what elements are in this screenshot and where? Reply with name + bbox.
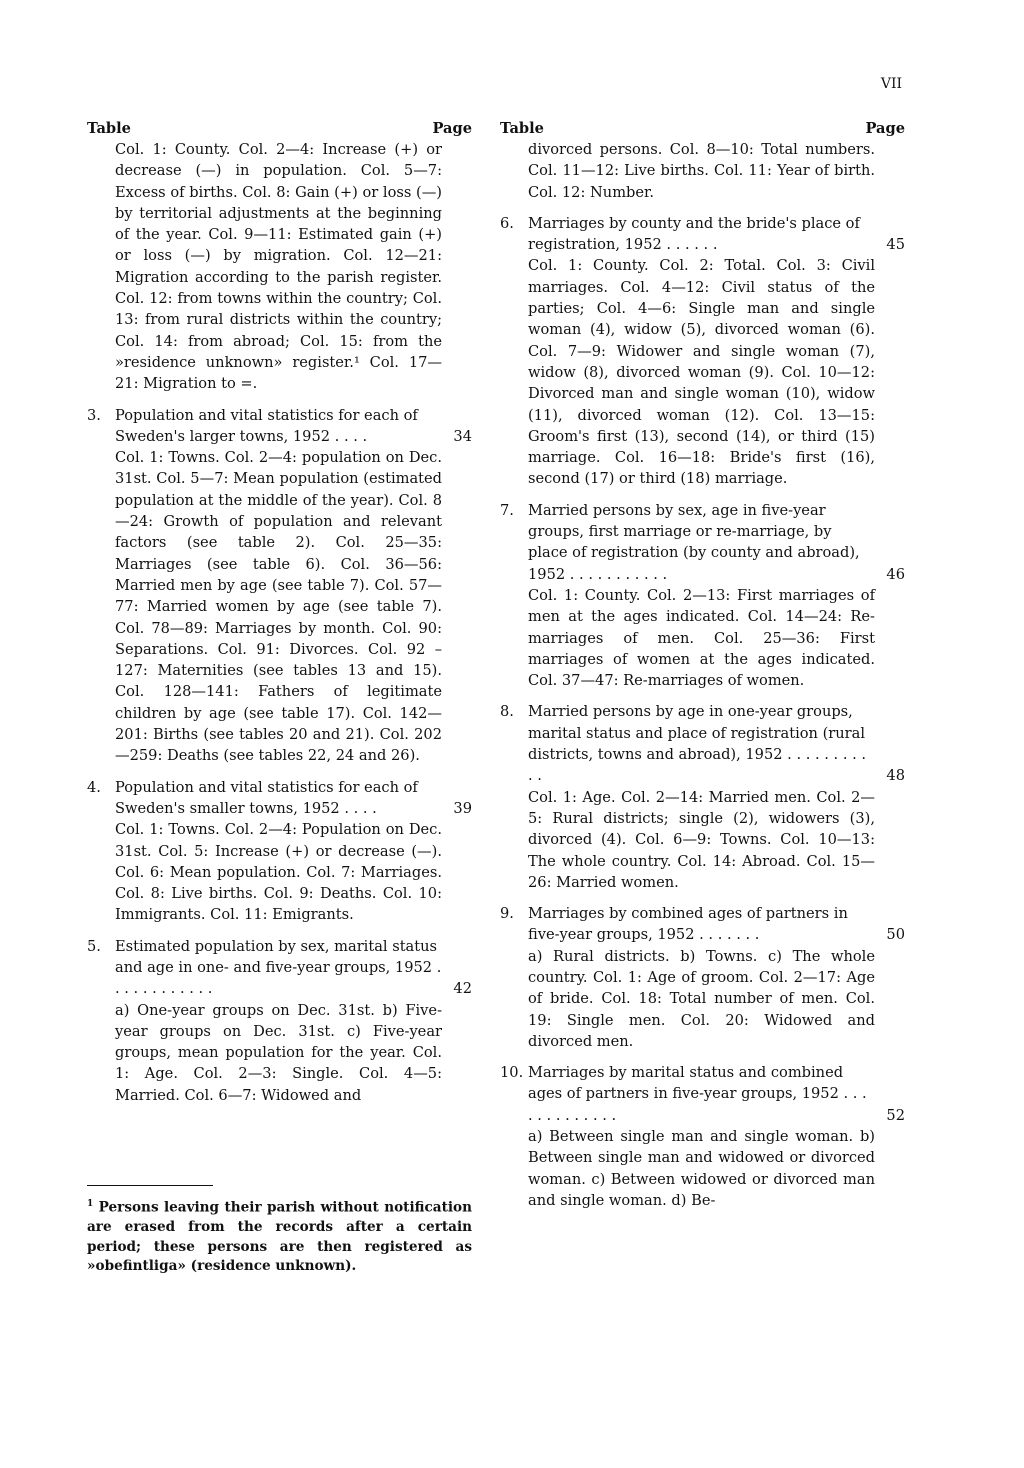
toc-entry-columns: Col. 1: Age. Col. 2—14: Married men. Col. 2—5: Rural districts; single (2), widowers (3), divorced (4). Col. 6—9: Towns. Col. 10—13: The whole country. Col. 14: Abroad. Col. 15—26: Married women. — [528, 788, 875, 891]
toc-entry-title-row — [500, 903, 905, 946]
toc-entry-number: 7. — [500, 501, 514, 519]
page-header-label: Page — [865, 120, 905, 137]
footnote-text: Persons leaving their parish without notification are erased from the records after a certain period; these persons are then registered as »obefintliga» (residence unknown). — [87, 1199, 472, 1275]
left-column-header — [87, 118, 472, 139]
toc-entry-title: Married persons by sex, age in five-year groups, first marriage or re-marriage, by place of registration (by county and abroad), 1952 . . . . . . . . . . . — [528, 501, 860, 583]
toc-entry — [500, 213, 905, 490]
toc-entry-columns: a) Rural districts. b) Towns. c) The whole country. Col. 1: Age of groom. Col. 2—17: Age of bride. Col. 18: Total number of men. Col. 19: Single men. Col. 20: Widowed and divorced men. — [528, 947, 875, 1050]
toc-entry-number: 8. — [500, 703, 514, 721]
toc-entry-number: 10. — [500, 1064, 524, 1082]
page-number: VII — [880, 76, 902, 92]
toc-entry-title: Marriages by county and the bride's place of registration, 1952 . . . . . . — [528, 214, 860, 254]
toc-entry-page: 52 — [886, 1106, 905, 1124]
toc-entry-title: Marriages by combined ages of partners in five-year groups, 1952 . . . . . . . — [528, 905, 848, 944]
toc-entry-columns: a) One-year groups on Dec. 31st. b) Five-year groups on Dec. 31st. c) Five-year groups, mean population for the year. Col. 1: Age. Col. 2—3: Single. Col. 4—5: Married. Col. 6—7: Widowed and — [115, 1001, 442, 1104]
toc-entry-title-row — [87, 777, 472, 820]
toc-entry-columns: Col. 1: Towns. Col. 2—4: Population on Dec. 31st. Col. 5: Increase (+) or decrease (—). Col. 6: Mean population. Col. 7: Marriages. Col. 8: Live births. Col. 9: Deaths. Col. 10: Immigrants. Col. 11: Emigrants. — [115, 821, 442, 924]
toc-entry — [87, 405, 472, 767]
table-header-label: Table — [87, 120, 131, 137]
toc-entry — [87, 777, 472, 926]
toc-entry-title: Estimated population by sex, marital status and age in one- and five-year groups, 1952 . . . . . . . . . . . . — [115, 937, 442, 998]
table-header-label: Table — [500, 120, 544, 137]
footnote-mark: 1 — [87, 1199, 94, 1209]
toc-entry — [500, 903, 905, 1052]
toc-entry-columns: Col. 1: County. Col. 2: Total. Col. 3: Civil marriages. Col. 4—12: Civil status of the parties; Col. 4—6: Single man and single woman (4), widow (5), divorced woman (6). Col. 7—9: Widower and single woman (7), widow (8), divorced woman (9). Col. 10—12: Divorced man and single woman (10), widow (11), divorced woman (12). Col. 13—15: Groom's first (13), second (14), or third (15) marriage. Col. 16—18: Bride's first (16), second (17) or third (18) marriage. — [528, 257, 875, 488]
toc-entry-title-row — [87, 405, 472, 448]
toc-entry-title: Population and vital statistics for each of Sweden's smaller towns, 1952 . . . . — [115, 778, 418, 817]
footnote — [87, 1195, 472, 1277]
toc-entry — [500, 1062, 905, 1211]
toc-entry-page: 34 — [453, 427, 472, 445]
toc-entry-page: 48 — [886, 767, 905, 785]
toc-entry-number: 6. — [500, 214, 514, 232]
toc-entry-page: 42 — [453, 980, 472, 998]
toc-entry-page: 50 — [886, 926, 905, 944]
toc-entry-page: 45 — [886, 236, 905, 254]
toc-entry — [87, 936, 472, 1106]
toc-entry-number: 9. — [500, 905, 514, 923]
toc-entry-number: 5. — [87, 937, 101, 955]
toc-entry-title: Population and vital statistics for each of Sweden's larger towns, 1952 . . . . — [115, 406, 418, 445]
left-column — [87, 118, 472, 1106]
toc-entry — [500, 701, 905, 893]
toc-entry-columns: a) Between single man and single woman. b) Between single man and widowed or divorced woman. c) Between widowed or divorced man and single woman. d) Be- — [528, 1128, 875, 1209]
toc-entry-title-row — [500, 500, 905, 585]
toc-entry-page: 39 — [453, 799, 472, 817]
toc-entry-page: 46 — [886, 565, 905, 583]
right-column-header — [500, 118, 905, 139]
toc-entry-columns: Col. 1: Towns. Col. 2—4: population on Dec. 31st. Col. 5—7: Mean population (estimated population at the middle of the year). Col. 8—24: Growth of population and relevant factors (see table 2). Col. 25—35: Marriages (see table 6). Col. 36—56: Married men by age (see table 7). Col. 57—77: Married women by age (see table 7). Col. 78—89: Marriages by month. Col. 90: Separations. Col. 91: Divorces. Col. 92 – 127: Maternities (see tables 13 and 15). Col. 128—141: Fathers of legitimate children by age (see table 17). Col. 142—201: Births (see tables 20 and 21). Col. 202—259: Deaths (see tables 22, 24 and 26). — [115, 449, 442, 765]
toc-entry-columns: Col. 1: County. Col. 2—13: First marriages of men at the ages indicated. Col. 14—24: Re-marriages of men. Col. 25—36: First marriages of women at the ages indicated. Col. 37—47: Re-marriages of women. — [528, 586, 875, 690]
right-column — [500, 118, 905, 1211]
footnote-divider — [87, 1185, 213, 1186]
page-header-label: Page — [432, 120, 472, 137]
toc-entry-number: 4. — [87, 778, 101, 796]
continued-entry-text: Col. 1: County. Col. 2—4: Increase (+) or decrease (—) in population. Col. 5—7: Excess of births. Col. 8: Gain (+) or loss (—) by territorial adjustments at the beginning of the year. Col. 9—11: Estimated gain (+) or loss (—) by migration. Col. 12—21: Migration according to the parish register. Col. 12: from towns within the country; Col. 13: from rural districts within the country; Col. 14: from abroad; Col. 15: from the »residence unknown» register.¹ Col. 17—21: Migration to =. — [115, 141, 442, 393]
toc-entry-title: Marriages by marital status and combined ages of partners in five-year groups, 1952 . . . . . . . . . . . . . — [528, 1064, 867, 1124]
toc-entry — [500, 500, 905, 692]
toc-entry-number: 3. — [87, 406, 101, 424]
toc-entry-title-row — [500, 213, 905, 256]
toc-entry-title-row — [500, 1062, 905, 1126]
toc-entry-title-row — [87, 936, 472, 1000]
toc-entry-title: Married persons by age in one-year groups, marital status and place of registration (rural districts, towns and abroad), 1952 . . . . . . . . . . . — [528, 703, 867, 785]
toc-entry-title-row — [500, 701, 905, 786]
continued-entry-text: divorced persons. Col. 8—10: Total numbers. Col. 11—12: Live births. Col. 11: Year of birth. Col. 12: Number. — [528, 141, 875, 201]
